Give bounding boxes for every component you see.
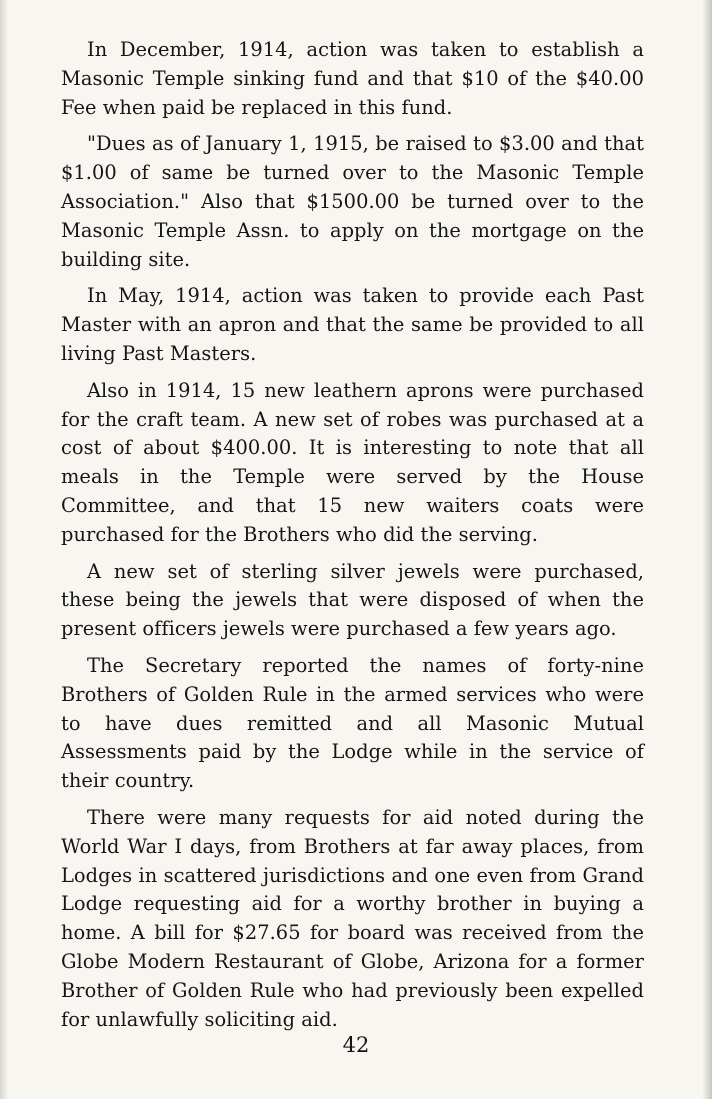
paragraph-dues-increase: "Dues as of January 1, 1915, be raised to $3.00 and that $1.00 of same be turned over to the Masonic Temple Association." Also that $1500.00 be turned over to the Masonic Temple Assn. to apply on the mortgage on the building site.	[61, 132, 644, 271]
paragraph-requests-for-aid: There were many requests for aid noted during the World War I days, from Brothers at far away places, from Lodges in scattered jurisdictions and one even from Grand Lodge requesting aid for a worthy brother in buying a home. A bill for $27.65 for board was received from the Globe Modern Restaurant of Globe, Arizona for a former Brother of Golden Rule who had previously been expelled for unlawfully soliciting aid.	[61, 805, 644, 1031]
paragraph-silver-jewels: A new set of sterling silver jewels were purchased, these being the jewels that were disposed of when the present officers jewels were purchased a few years ago.	[61, 559, 644, 641]
page-number: 42	[342, 1033, 370, 1057]
paragraph-armed-services: The Secretary reported the names of forty-nine Brothers of Golden Rule in the armed services who were to have dues remitted and all Masonic Mutual Assessments paid by the Lodge while in the service of their country.	[61, 653, 644, 793]
paragraph-sinking-fund: In December, 1914, action was taken to establish a Masonic Temple sinking fund and that $10 of the $40.00 Fee when paid be replaced in this fund.	[61, 38, 644, 119]
page-body-text	[61, 36, 644, 1042]
page-shadow-right	[702, 0, 712, 1099]
paragraph-past-master-aprons: In May, 1914, action was taken to provide each Past Master with an apron and that the same be provided to all living Past Masters.	[61, 284, 644, 365]
paragraph-leathern-aprons: Also in 1914, 15 new leathern aprons were purchased for the craft team. A new set of robes was purchased at a cost of about $400.00. It is interesting to note that all meals in the Temple were served by the House Committee, and that 15 new waiters coats were purchased for the Brothers who did the serving.	[61, 378, 644, 546]
page-shadow-left	[0, 0, 8, 1099]
